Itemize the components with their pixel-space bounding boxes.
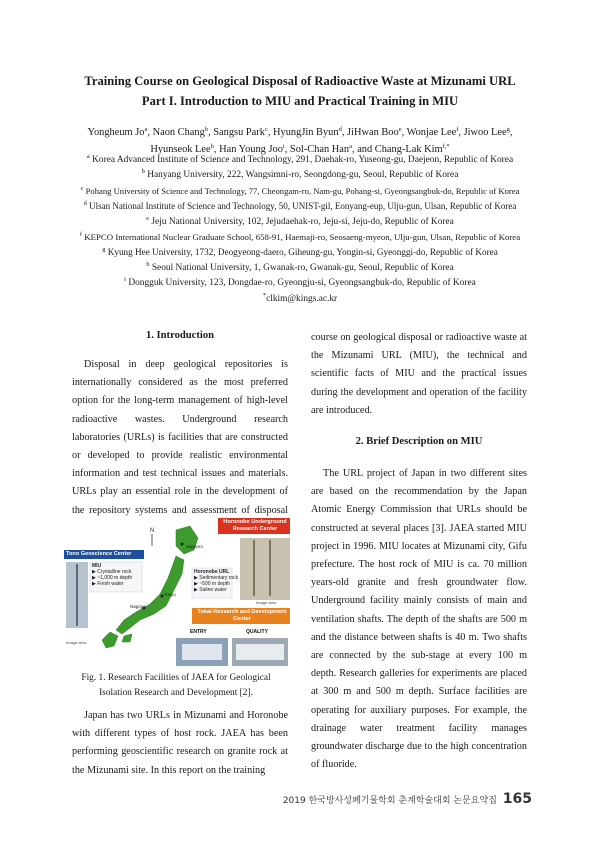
figure-illustration [64,516,292,668]
affiliation-line [40,261,560,276]
author-name: Jiwoo Lee [463,127,507,138]
author-affiliation-marker: c [264,126,268,133]
author-affiliation-marker: f [456,126,459,133]
author-name: Wonjae Lee [406,127,457,138]
affiliation-text: Jeju National University, 102, Jejudaehak-ro, Jeju-si, Jeju-do, Republic of Korea [149,216,454,227]
horonobe-item: ▶ Saline water [194,587,227,593]
affiliation-line [40,215,560,230]
author-affiliation-marker: b [204,126,209,133]
affiliation-line [40,184,560,199]
author-affiliation-marker: f,* [442,143,450,150]
author-name: Hyunseok Lee [150,144,211,155]
affiliation-marker: a [86,153,90,160]
miu-title: MIU [92,563,102,569]
affiliation-line [40,153,560,168]
author-name: and Chang-Lak Kim [357,144,443,155]
affiliation-marker: h [146,260,150,268]
city-tokyo: Tokyo [164,592,176,597]
page-footer [283,791,532,807]
corresponding-email: *clkim@kings.ac.kr [262,291,338,304]
affiliation-text: Dongguk University, 123, Dongdae-ro, Gyeongju-si, Gyeongsangbuk-do, Republic of Korea [125,278,476,289]
horonobe-item: ▶ ~500 m depth [194,581,230,587]
right-paragraph-1 [311,329,527,420]
author-affiliation-marker: a [144,126,148,133]
horonobe-url-box [194,569,238,593]
author-affiliation-marker: h [210,143,214,150]
affiliation-line [40,245,560,260]
author-line-2: Hyunseok Lee$^h$, Han Young Joo$^i$, Sol-Chan Han$^a$, and Chang-Lak Kim$^{f,*}$ [150,143,450,155]
intro-paragraph-2 [72,707,288,780]
tono-center-label: Tono Geoscience Center [66,551,132,557]
affiliation-line [40,168,560,183]
miu-item: ▶ Crystalline rock [92,569,132,575]
city-nagoya: Nagoya [130,604,146,609]
affiliation-marker: e [146,214,150,222]
author-name: HyungJin Byun [273,127,339,138]
right-text-1: course on geological disposal or radioactive waste at the Mizunami URL (MIU), the technical and scientific facts of MIU and the practical issues during the development and operation of the facility are introduced. [311,332,527,416]
affiliation-line [40,230,560,245]
affiliation-marker: f [79,231,83,238]
author-name: Sangsu Park [213,127,265,138]
author-affiliation-marker: d [338,126,342,133]
author-name: JiHwan Boo [347,127,399,138]
affiliation-marker: g [102,246,106,254]
miu-item: ▶ ~1,000 m depth [92,575,133,581]
brief-text: The URL project of Japan in two different sites are based on the recommendation by the Japan Atomic Energy Commission that URLs should be constructed at several places [3]. JAEA started MIU project in 1996. MIU locates at Mizunami city, Gifu prefecture. The host rock of MIU is ca. 70 million years-old granite and fresh groundwater flow. Underground facility mainly consists of main and ventilation shafts. The depth of the shafts are 500 m and the distance between shafts is 40 m. Two shafts are connected by the sub-stage at every 100 m depth. Research galleries for experiments are placed at 300 m and 500 m depth. Surface facilities are operating for auxiliary purposes. For example, the drainage water treatment facility manages groundwater discharge due to the high concentration of fluoride. [311,468,527,771]
horonobe-item: ▶ Sedimentary rock [194,575,239,581]
affiliation-text: Kyung Hee University, 1732, Deogyeong-daero, Giheung-gu, Yongin-si, Gyeonggi-do, Republic of Korea [105,247,498,258]
author-affiliation-marker: a [349,143,352,150]
svg-text:N: N [150,528,155,534]
author-affiliation-marker: i [282,143,285,150]
city-sapporo: Sapporo [186,544,204,549]
tokai-center-label: Tokai Research and Development Center [197,609,287,622]
author-affiliation-marker: e [398,126,402,133]
section-heading-introduction: 1. Introduction [145,330,215,341]
email-text: clkim@kings.ac.kr [266,293,338,304]
affiliation-marker: b [141,168,145,176]
author-name: Sol-Chan Han [289,144,350,155]
affiliation-text: Ulsan National Institute of Science and Technology, 50, UNIST-gil, Eonyang-eup, Ulju-gun, Ulsan, Republic of Korea [86,201,517,212]
affiliation-line [40,276,560,291]
brief-paragraph-1 [311,465,527,774]
affiliation-marker: c [80,184,84,192]
paper-title-line2: Part I. Introduction to MIU and Practical Training in MIU [141,94,459,108]
affiliation-text: Korea Advanced Institute of Science and Technology, 291, Daehak-ro, Yuseong-gu, Daejeon, Republic of Korea [89,155,514,165]
author-name: Naon Chang [152,127,205,138]
horonobe-center-label: Horonobe Underground Research Center [223,519,287,532]
affiliation-text: KEPCO International Nuclear Graduate School, 658-91, Haemaji-ro, Seosaeng-myeon, Ulju-gun, Ulsan, Republic of Korea [82,232,521,242]
affiliation-marker: i [124,276,126,284]
footer-text: 2019 한국방사성폐기물학회 춘계학술대회 논문요약집 [282,796,497,806]
section-heading-brief-description: 2. Brief Description on MIU [355,436,483,447]
horonobe-image-note: Image view [256,600,277,605]
author-name: Han Young Joo [219,144,283,155]
miu-item: ▶ Fresh water [92,581,124,587]
affiliation-text: Seoul National University, 1, Gwanak-ro, Gwanak-gu, Seoul, Republic of Korea [149,262,454,273]
horonobe-url-title: Horonobe URL [194,569,230,575]
author-affiliation-marker: g [506,126,510,133]
quality-label: QUALITY [246,629,268,635]
page-number: 165 [502,791,532,807]
miu-image-note: Image view [66,640,87,645]
intro-paragraph-1 [72,356,288,538]
author-line-1: Yongheum Jo$^a$, Naon Chang$^b$, Sangsu Park$^c$, HyungJin Byun$^d$, JiHwan Boo$^e$, Wonjae Lee$^f$, Jiwoo Lee$^g$, [87,126,513,138]
affiliation-marker: d [83,200,87,208]
author-name: Yongheum Jo [87,127,145,138]
figure-research-facilities [64,516,292,668]
affiliation-text: Hanyang University, 222, Wangsimni-ro, Seongdong-gu, Seoul, Republic of Korea [144,170,459,181]
miu-info-box [92,563,132,587]
intro-text: Disposal in deep geological repositories is internationally considered as the most preferred option for the long-term management of high-level radioactive wastes. Underground research laboratories (URLs) is facilities that are constructed or developed to provide realistic environmental information and test technical issues and materials. URLs play an essential role in the development of the repository systems and assessment of disposal [72,359,288,516]
affiliation-text: Pohang University of Science and Technology, 77, Cheongam-ro, Nam-gu, Pohang-si, Gyeongsangbuk-do, Republic of Korea [83,185,520,196]
affiliation-line [40,199,560,214]
paper-title-line1: Training Course on Geological Disposal of Radioactive Waste at Mizunami URL [84,74,516,88]
figure-caption: Fig. 1. Research Facilities of JAEA for Geological Isolation Research and Development [2]. [81,673,271,698]
intro-text-2: Japan has two URLs in Mizunami and Horonobe with different types of host rock. JAEA has been performing geoscientific research on granite rock at the Mizunami site. In this report on the training [72,710,288,776]
entry-label: ENTRY [190,629,207,635]
